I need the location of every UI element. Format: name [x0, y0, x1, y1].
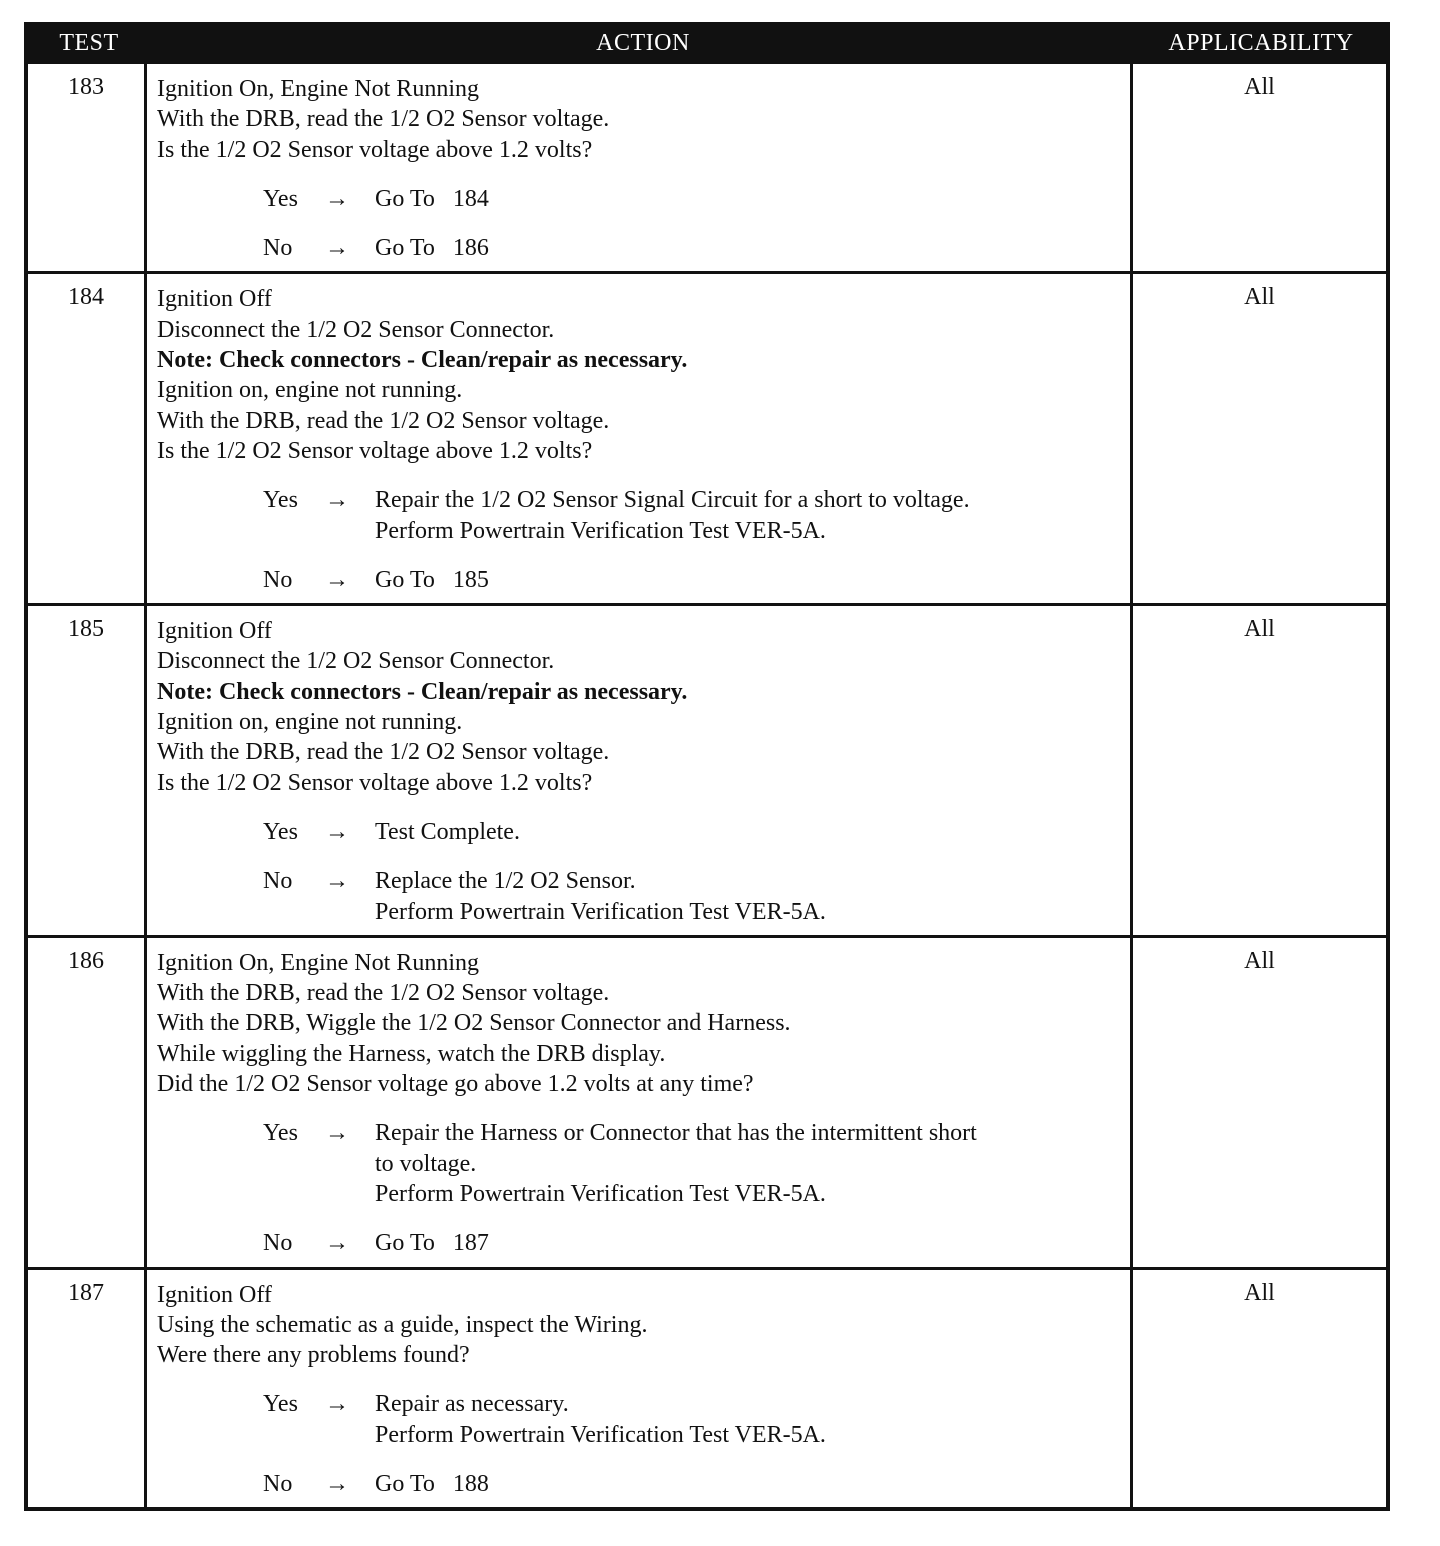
table-row — [28, 603, 1386, 935]
yes-label: Yes — [263, 185, 298, 212]
no-result — [375, 233, 1124, 263]
header-applicability: APPLICABILITY — [1168, 29, 1354, 56]
action-step: Ignition on, engine not running. — [157, 709, 463, 736]
arrow-right-icon: → — [325, 487, 349, 514]
no-label: No — [263, 566, 293, 593]
yes-result — [375, 485, 1124, 546]
yes-outcome — [263, 184, 1124, 214]
no-label: No — [263, 235, 293, 262]
result-line: Go To 188 — [375, 1470, 489, 1497]
applicability-value: All — [1244, 74, 1275, 100]
arrow-right-icon: → — [325, 818, 349, 845]
yes-label: Yes — [263, 487, 298, 514]
result-line: Repair the Harness or Connector that has the intermittent short — [375, 1120, 977, 1147]
arrow-right-icon: → — [325, 1470, 349, 1497]
result-line: Repair as necessary. — [375, 1391, 569, 1418]
table-row — [28, 1267, 1386, 1508]
result-line: Go To 184 — [375, 185, 489, 212]
no-outcome — [263, 565, 1124, 595]
note-step: Note: Check connectors - Clean/repair as necessary. — [157, 347, 688, 374]
action-step: With the DRB, read the 1/2 O2 Sensor voltage. — [157, 739, 610, 766]
yes-result — [375, 1389, 1124, 1450]
arrow-right-icon: → — [325, 1391, 349, 1418]
action-step: With the DRB, read the 1/2 O2 Sensor voltage. — [157, 980, 610, 1007]
action-cell — [147, 606, 1133, 935]
applicability-value: All — [1244, 1279, 1275, 1306]
diagnostic-test-table — [24, 22, 1390, 1511]
no-label: No — [263, 868, 293, 895]
action-step: Is the 1/2 O2 Sensor voltage above 1.2 volts? — [157, 437, 593, 464]
result-line: Perform Powertrain Verification Test VER-5A. — [375, 898, 826, 925]
action-step: Were there any problems found? — [157, 1342, 470, 1369]
result-line: Go To 185 — [375, 566, 489, 593]
action-step: Disconnect the 1/2 O2 Sensor Connector. — [157, 316, 555, 343]
yes-result — [375, 184, 1124, 214]
action-cell — [147, 64, 1133, 271]
action-step: Using the schematic as a guide, inspect the Wiring. — [157, 1311, 648, 1338]
result-line: Perform Powertrain Verification Test VER-5A. — [375, 1180, 826, 1207]
result-line: Repair the 1/2 O2 Sensor Signal Circuit for a short to voltage. — [375, 487, 970, 514]
yes-label: Yes — [263, 818, 298, 845]
no-outcome — [263, 1228, 1124, 1258]
arrow-right-icon: → — [325, 868, 349, 895]
yes-label: Yes — [263, 1391, 298, 1418]
action-step: Ignition On, Engine Not Running — [157, 76, 479, 102]
no-outcome — [263, 1469, 1124, 1499]
no-label: No — [263, 1230, 293, 1257]
yes-outcome — [263, 1118, 1124, 1209]
action-step: Did the 1/2 O2 Sensor voltage go above 1.2 volts at any time? — [157, 1071, 754, 1098]
result-line: Perform Powertrain Verification Test VER-5A. — [375, 1421, 826, 1448]
no-outcome — [263, 866, 1124, 927]
note-step: Note: Check connectors - Clean/repair as necessary. — [157, 678, 688, 705]
result-line: Test Complete. — [375, 818, 520, 845]
action-step: Ignition On, Engine Not Running — [157, 949, 479, 976]
arrow-right-icon: → — [325, 1120, 349, 1147]
table-body — [28, 64, 1386, 1507]
test-number: 186 — [28, 938, 147, 1267]
action-cell — [147, 1270, 1133, 1508]
result-line: Perform Powertrain Verification Test VER-5A. — [375, 517, 826, 544]
action-step: Ignition Off — [157, 286, 272, 313]
yes-label: Yes — [263, 1120, 298, 1147]
no-label: No — [263, 1470, 293, 1497]
table-row — [28, 271, 1386, 603]
arrow-right-icon: → — [325, 1230, 349, 1257]
action-step: Ignition Off — [157, 618, 272, 645]
yes-outcome — [263, 485, 1124, 546]
result-line: Go To 187 — [375, 1230, 489, 1257]
no-outcome — [263, 233, 1124, 263]
action-step: Disconnect the 1/2 O2 Sensor Connector. — [157, 648, 555, 675]
result-line: Go To 186 — [375, 235, 489, 262]
action-step: Ignition Off — [157, 1281, 272, 1308]
action-cell — [147, 274, 1133, 603]
applicability-value: All — [1244, 947, 1275, 974]
test-number: 184 — [28, 274, 147, 603]
test-number: 187 — [28, 1270, 147, 1508]
yes-result — [375, 1118, 1124, 1209]
action-step: Is the 1/2 O2 Sensor voltage above 1.2 volts? — [157, 769, 593, 796]
test-number: 183 — [28, 64, 147, 271]
arrow-right-icon: → — [325, 235, 349, 262]
no-result — [375, 1469, 1124, 1499]
no-result — [375, 866, 1124, 927]
action-step: Is the 1/2 O2 Sensor voltage above 1.2 volts? — [157, 136, 593, 163]
yes-result — [375, 817, 1124, 847]
arrow-right-icon: → — [325, 566, 349, 593]
no-result — [375, 1228, 1124, 1258]
table-row — [28, 935, 1386, 1267]
header-action: ACTION — [596, 29, 690, 56]
action-step: With the DRB, read the 1/2 O2 Sensor voltage. — [157, 106, 610, 133]
result-line: to voltage. — [375, 1150, 477, 1177]
arrow-right-icon: → — [325, 185, 349, 212]
applicability-value: All — [1244, 284, 1275, 311]
header-test: TEST — [59, 29, 119, 56]
result-line: Replace the 1/2 O2 Sensor. — [375, 868, 636, 895]
action-step: Ignition on, engine not running. — [157, 377, 463, 404]
applicability-value: All — [1244, 616, 1275, 643]
action-step: While wiggling the Harness, watch the DRB display. — [157, 1040, 666, 1067]
yes-outcome — [263, 817, 1124, 847]
table-header — [28, 22, 1386, 64]
action-step: With the DRB, Wiggle the 1/2 O2 Sensor Connector and Harness. — [157, 1010, 791, 1037]
action-step: With the DRB, read the 1/2 O2 Sensor voltage. — [157, 407, 610, 434]
action-cell — [147, 938, 1133, 1267]
test-number: 185 — [28, 606, 147, 935]
yes-outcome — [263, 1389, 1124, 1450]
table-row — [28, 64, 1386, 271]
no-result — [375, 565, 1124, 595]
